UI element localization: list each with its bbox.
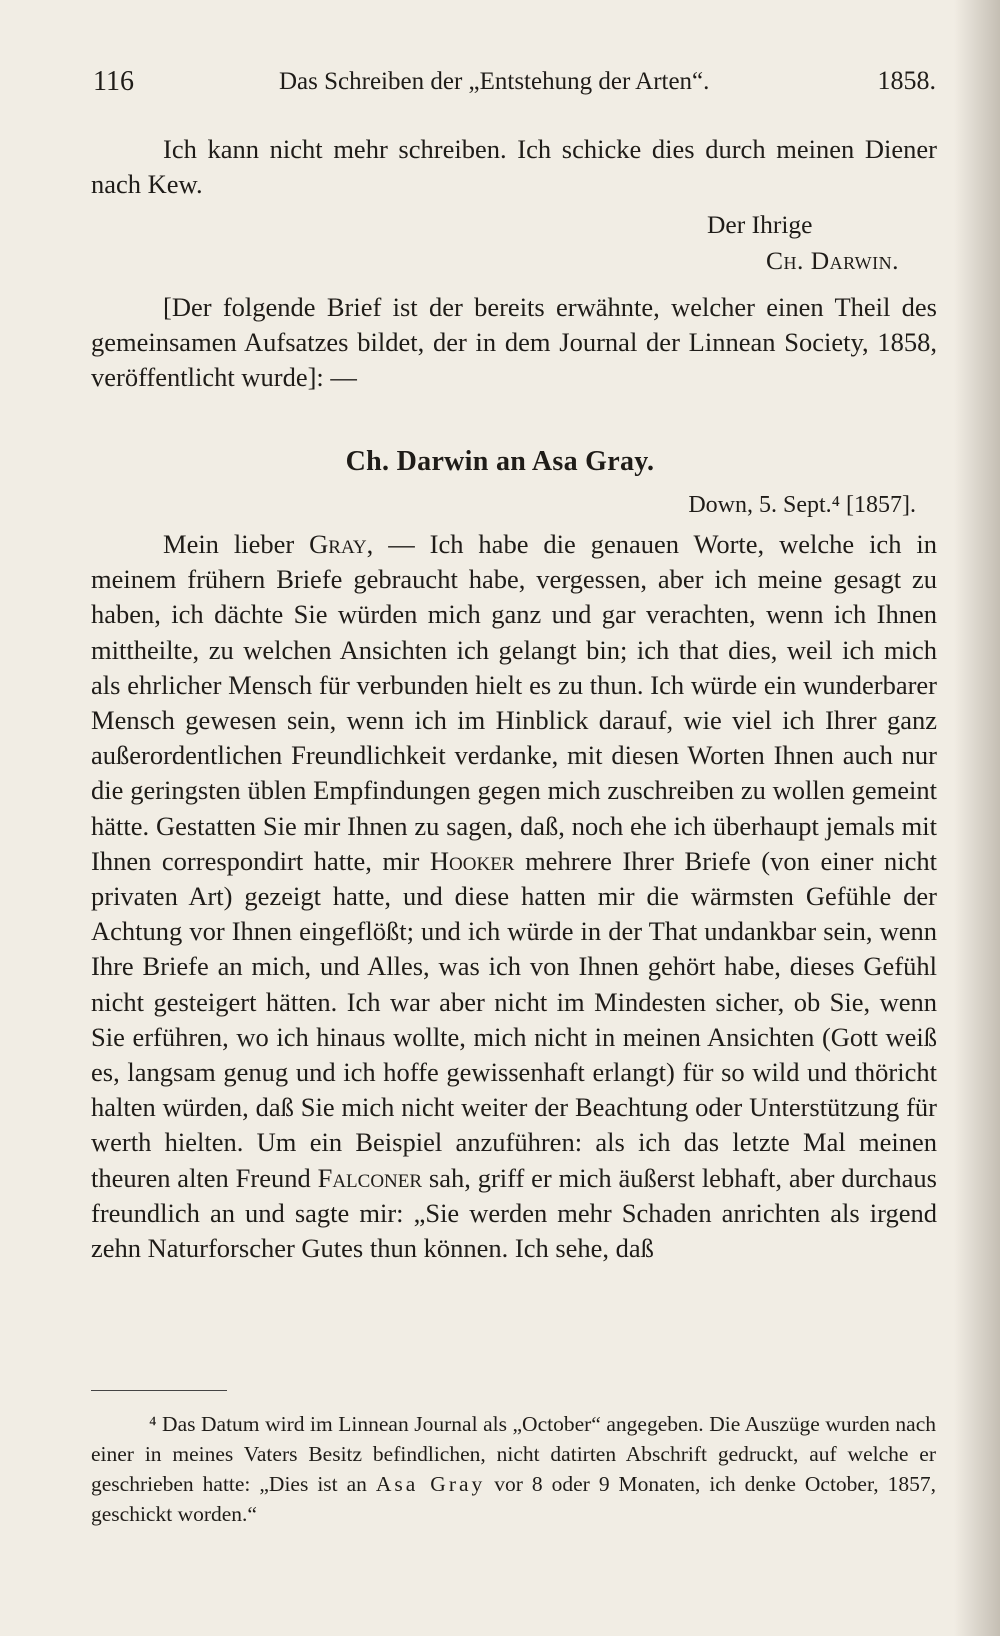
letter-signature: Ch. Darwin. — [766, 246, 900, 275]
paragraph-1: Ich kann nicht mehr schreiben. Ich schicke dies durch meinen Diener nach Kew. — [91, 134, 937, 200]
paragraph-3-part-c: sah, griff er mich äußerst lebhaft, aber durchaus freundlich an und sagte mir: „Sie werden mehr Schaden anrichten als irgend zehn Naturforscher Gutes thun können. Ich sehe, daß — [91, 1162, 937, 1264]
footnote-name-asa-gray: Asa Gray — [375, 1472, 486, 1496]
letter-body — [91, 527, 937, 1266]
footnote-4 — [91, 1409, 936, 1529]
header-year: 1858. — [877, 66, 936, 95]
letter-dateline: Down, 5. Sept.⁴ [1857]. — [688, 492, 916, 518]
salutation-start: Mein lieber — [163, 529, 310, 559]
footnote-part-a: ⁴ Das Datum wird im Linnean Journal als „October“ angegeben. Die Auszüge wurden nach einer in meines Vaters Besitz befindlichen, nicht datirten Abschrift gedruckt, auf welche er geschrieben hatte: „Dies ist an — [91, 1412, 936, 1496]
paragraph-3 — [91, 527, 937, 1266]
letter-heading: Ch. Darwin an Asa Gray. — [345, 446, 655, 477]
page-number: 116 — [93, 66, 134, 97]
editorial-note — [91, 290, 937, 396]
running-title: Das Schreiben der „Entstehung der Arten“. — [279, 68, 710, 95]
footnote — [91, 1409, 936, 1529]
page-edge-shadow — [954, 0, 1000, 1636]
letter-closing: Der Ihrige — [707, 210, 813, 239]
body-text — [91, 132, 937, 202]
footnote-part-b: vor 8 oder 9 Monaten, ich denke October, 1857, geschickt worden.“ — [91, 1472, 936, 1526]
name-falconer: Falconer — [317, 1162, 423, 1193]
paragraph-3-part-a: , — Ich habe die genauen Worte, welche ich in meinem frühern Briefe gebraucht habe, vergessen, aber ich meine gesagt zu haben, ich dächte Sie würden mich ganz und gar verachten, wenn ich Ihnen mittheilte, zu welchen Ansichten ich gelangt bin; ich that dies, weil ich mich als ehrlicher Mensch für verbunden hielt es zu thun. Ich würde ein wunderbarer Mensch gewesen sein, wenn ich im Hinblick darauf, wie viel ich Ihrer ganz außerordentlichen Freundlichkeit verdanke, mit diesen Worten Ihnen auch nur die geringsten üblen Empfindungen gegen mich zuschreiben zu wollen gemeint hätte. Gestatten Sie mir Ihnen zu sagen, daß, noch ehe ich überhaupt jemals mit Ihnen correspondirt hatte, mir — [91, 529, 937, 876]
name-gray: Gray — [309, 529, 367, 559]
paragraph-2: [Der folgende Brief ist der bereits erwähnte, welcher einen Theil des gemeinsamen Aufsatzes bildet, der in dem Journal der Linnean Society, 1858, veröffentlicht wurde]: — — [91, 292, 937, 393]
paragraph-3-part-b: mehrere Ihrer Briefe (von einer nicht privaten Art) gezeigt hatte, und diese hatten mir die wärmsten Gefühle der Achtung vor Ihnen eingeflößt; und ich würde in der That undankbar sein, wenn Ihre Briefe an mich, und Alles, was ich von Ihnen gehört habe, dieses Gefühl nicht gesteigert hätten. Ich war aber nicht im Mindesten sicher, ob Sie, wenn Sie erführen, wo ich hinaus wollte, mich nicht in meinen Ansichten (Gott weiß es, langsam genug und ich hoffe gewissenhaft erlangt) für so wild und thöricht halten würden, daß Sie mich nicht weiter der Beachtung oder Unterstützung für werth hielten. Um ein Beispiel anzuführen: als ich das letzte Mal meinen theuren alten Freund — [91, 845, 937, 1193]
name-hooker: Hooker — [429, 845, 515, 876]
footnote-rule — [91, 1390, 227, 1391]
running-header — [93, 66, 936, 102]
